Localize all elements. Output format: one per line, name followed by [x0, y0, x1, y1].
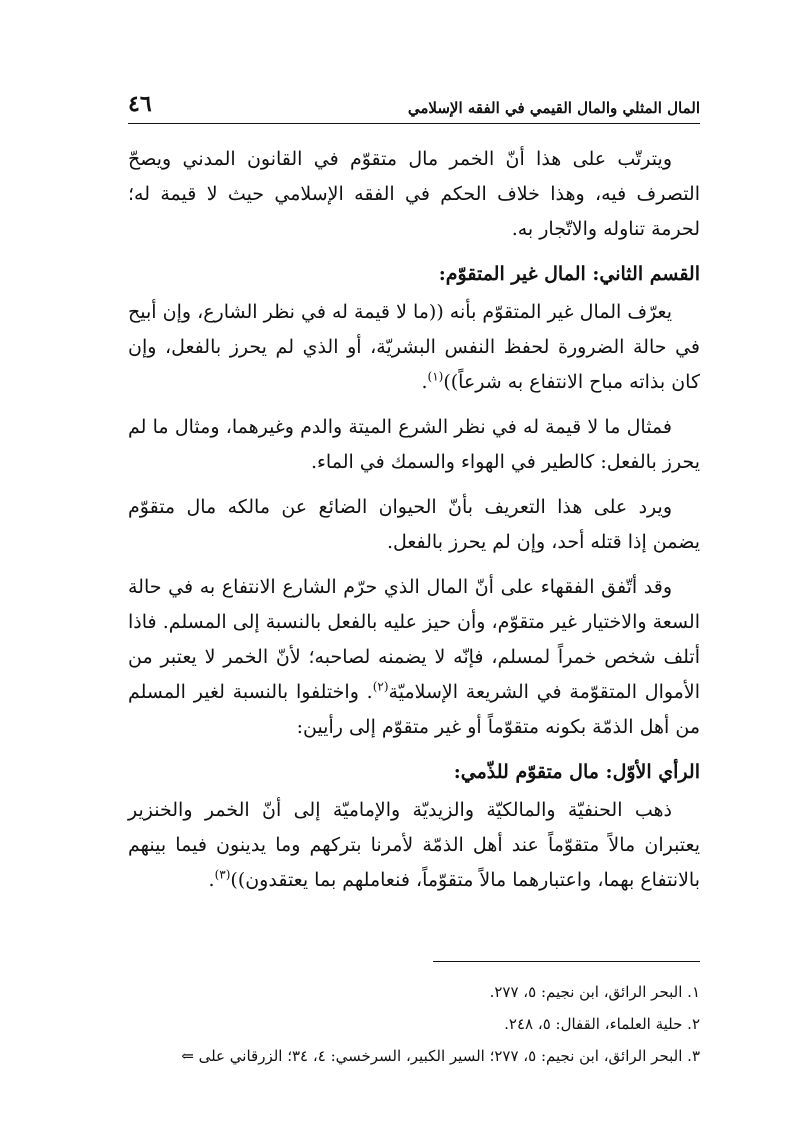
paragraph-text: يعرّف المال غير المتقوّم بأنه ((ما لا قيمة له في نظر الشارع، وإن أبيح في حالة الضرورة لحفظ النفس البشريّة، أو الذي لم يحرز بالفعل، وإن كان بذاته مباح الانتفاع به شرعاً))	[128, 301, 700, 393]
main-text	[128, 142, 700, 908]
paragraph-end: .	[208, 869, 215, 891]
footnote-reference[interactable]: (٣)	[214, 867, 231, 882]
paragraph	[128, 793, 700, 898]
paragraph-text: . واختلفوا بالنسبة لغير المسلم من أهل الذمّة بكونه متقوّماً أو غير متقوّم إلى رأيين:	[128, 681, 700, 738]
paragraph-text: ذهب الحنفيّة والمالكيّة والزيديّة والإماميّة إلى أنّ الخمر والخنزير يعتبران مالاً متقوّماً عند أهل الذمّة لأمرنا بتركهم وما يدينون فيما بينهم بالانتفاع بهما، واعتبارهما مالاً متقوّماً، فنعاملهم بما يعتقدون))	[128, 799, 700, 891]
paragraph-text: ويترتّب على هذا أنّ الخمر مال متقوّم في القانون المدني ويصحّ التصرف فيه، وهذا خلاف الحكم في الفقه الإسلامي حيث لا قيمة له؛ لحرمة تناوله والاتّجار به.	[128, 148, 700, 240]
paragraph	[128, 295, 700, 400]
continue-arrow-icon: ⇐	[181, 1047, 194, 1065]
paragraph	[128, 570, 700, 745]
footnote-reference[interactable]: (٢)	[372, 679, 389, 694]
footnote	[128, 1040, 700, 1072]
paragraph	[128, 142, 700, 247]
footnote-divider	[433, 961, 700, 962]
paragraph-text: ويرد على هذا التعريف بأنّ الحيوان الضائع عن مالكه مال متقوّم يضمن إذا قتله أحد، وإن لم يحرز بالفعل.	[128, 496, 700, 553]
paragraph	[128, 410, 700, 480]
footnote: ٢. حلية العلماء، القفال: ٥، ٢٤٨.	[504, 1015, 700, 1033]
page-number: ٤٦	[128, 91, 152, 117]
paragraph-text: فمثال ما لا قيمة له في نظر الشرع الميتة والدم وغيرهما، ومثال ما لم يحرز بالفعل: كالطير في الهواء والسمك في الماء.	[128, 416, 700, 473]
running-title: المال المثلي والمال القيمي في الفقه الإسلامي	[407, 99, 700, 117]
footnote-text: ٣. البحر الرائق، ابن نجيم: ٥، ٢٧٧؛ السير الكبير، السرخسي: ٤، ٣٤؛ الزرقاني على	[198, 1047, 700, 1065]
footnote: ١. البحر الرائق، ابن نجيم: ٥، ٢٧٧.	[489, 983, 700, 1001]
footnotes	[128, 976, 700, 1072]
paragraph-end: .	[421, 371, 428, 393]
paragraph	[128, 490, 700, 560]
section-heading: القسم الثاني: المال غير المتقوّم:	[438, 263, 700, 285]
section-heading: الرأي الأوّل: مال متقوّم للذّمي:	[453, 761, 700, 783]
footnote-reference[interactable]: (١)	[427, 369, 444, 384]
paragraph-text: وقد أتّفق الفقهاء على أنّ المال الذي حرّم الشارع الانتفاع به في حالة السعة والاختيار غير متقوّم، وأن حيز عليه بالفعل بالنسبة إلى المسلم. فاذا أتلف شخص خمراً لمسلم، فإنّه لا يضمنه لصاحبه؛ لأنّ الخمر لا يعتبر من الأموال المتقوّمة في الشريعة الإسلاميّة	[128, 576, 700, 703]
page-header	[128, 88, 700, 124]
